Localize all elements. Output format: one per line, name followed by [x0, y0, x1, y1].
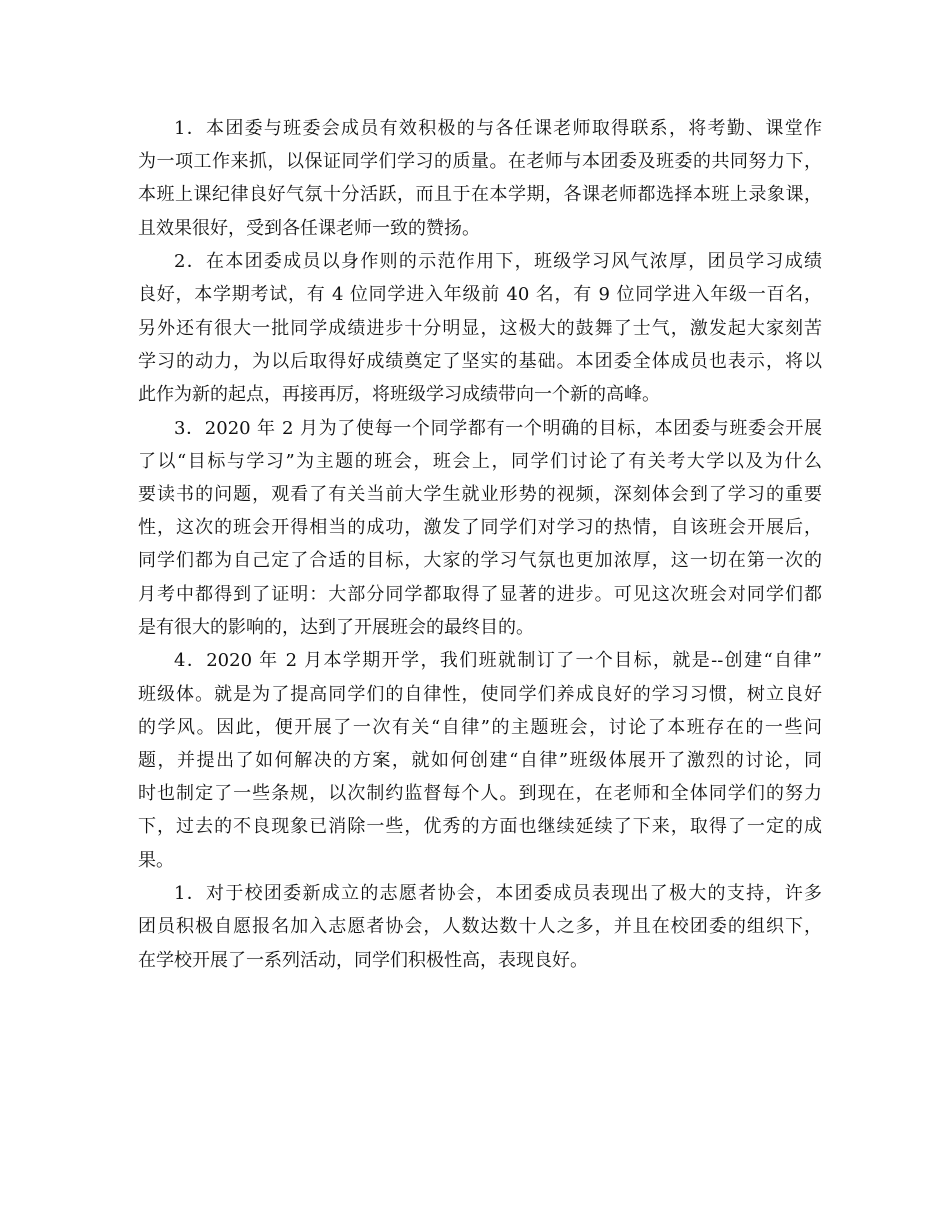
document-body: [138, 112, 822, 977]
text-line: 是有很大的影响的，达到了开展班会的最终目的。: [138, 616, 534, 638]
text-line: 为一项工作来抓，以保证同学们学习的质量。在老师与本团委及班委的共同努力下，: [138, 151, 822, 173]
text-line: 要读书的问题，观看了有关当前大学生就业形势的视频，深刻体会到了学习的重要: [138, 484, 822, 506]
text-line: 的学风。因此，便开展了一次有关“自律”的主题班会，讨论了本班存在的一些问: [138, 716, 822, 738]
text-line: 3．2020 年 2 月为了使每一个同学都有一个明确的目标，本团委与班委会开展: [174, 417, 822, 439]
text-line: 此作为新的起点，再接再厉，将班级学习成绩带向一个新的高峰。: [138, 384, 660, 406]
paragraph-2: [138, 245, 822, 411]
paragraph-1: [138, 112, 822, 245]
text-line: 4．2020 年 2 月本学期开学，我们班就制订了一个目标，就是--创建“自律”: [174, 650, 822, 672]
text-line: 下，过去的不良现象已消除一些，优秀的方面也继续延续了下来，取得了一定的成: [138, 816, 822, 838]
paragraph-4: [138, 644, 822, 876]
text-line: 性，这次的班会开得相当的成功，激发了同学们对学习的热情，自该班会开展后，: [138, 517, 822, 539]
text-line: 时也制定了一些条规，以次制约监督每个人。到现在，在老师和全体同学们的努力: [138, 783, 822, 805]
text-line: 良好，本学期考试，有 4 位同学进入年级前 40 名，有 9 位同学进入年级一百名，: [138, 284, 822, 306]
paragraph-5: [138, 877, 822, 977]
paragraph-3: [138, 412, 822, 644]
text-line: 月考中都得到了证明：大部分同学都取得了显著的进步。可见这次班会对同学们都: [138, 583, 822, 605]
text-line: 另外还有很大一批同学成绩进步十分明显，这极大的鼓舞了士气，激发起大家刻苦: [138, 317, 822, 339]
text-line: 本班上课纪律良好气氛十分活跃，而且于在本学期，各课老师都选择本班上录象课，: [138, 184, 822, 206]
text-line: 题，并提出了如何解决的方案，就如何创建“自律”班级体展开了激烈的讨论，同: [138, 750, 822, 772]
text-line: 1．本团委与班委会成员有效积极的与各任课老师取得联系，将考勤、课堂作: [174, 118, 822, 139]
text-line: 1．对于校团委新成立的志愿者协会，本团委成员表现出了极大的支持，许多: [174, 883, 822, 905]
text-line: 2．在本团委成员以身作则的示范作用下，班级学习风气浓厚，团员学习成绩: [174, 251, 822, 273]
text-line: 学习的动力，为以后取得好成绩奠定了坚实的基础。本团委全体成员也表示，将以: [138, 350, 822, 372]
text-line: 果。: [138, 849, 174, 871]
text-line: 且效果很好，受到各任课老师一致的赞扬。: [138, 217, 480, 239]
text-line: 班级体。就是为了提高同学们的自律性，使同学们养成良好的学习习惯，树立良好: [138, 683, 822, 705]
text-line: 同学们都为自己定了合适的目标，大家的学习气氛也更加浓厚，这一切在第一次的: [138, 550, 822, 572]
text-line: 团员积极自愿报名加入志愿者协会，人数达数十人之多，并且在校团委的组织下，: [138, 916, 822, 938]
text-line: 了以“目标与学习”为主题的班会，班会上，同学们讨论了有关考大学以及为什么: [138, 450, 822, 472]
text-line: 在学校开展了一系列活动，同学们积极性高，表现良好。: [138, 949, 588, 971]
